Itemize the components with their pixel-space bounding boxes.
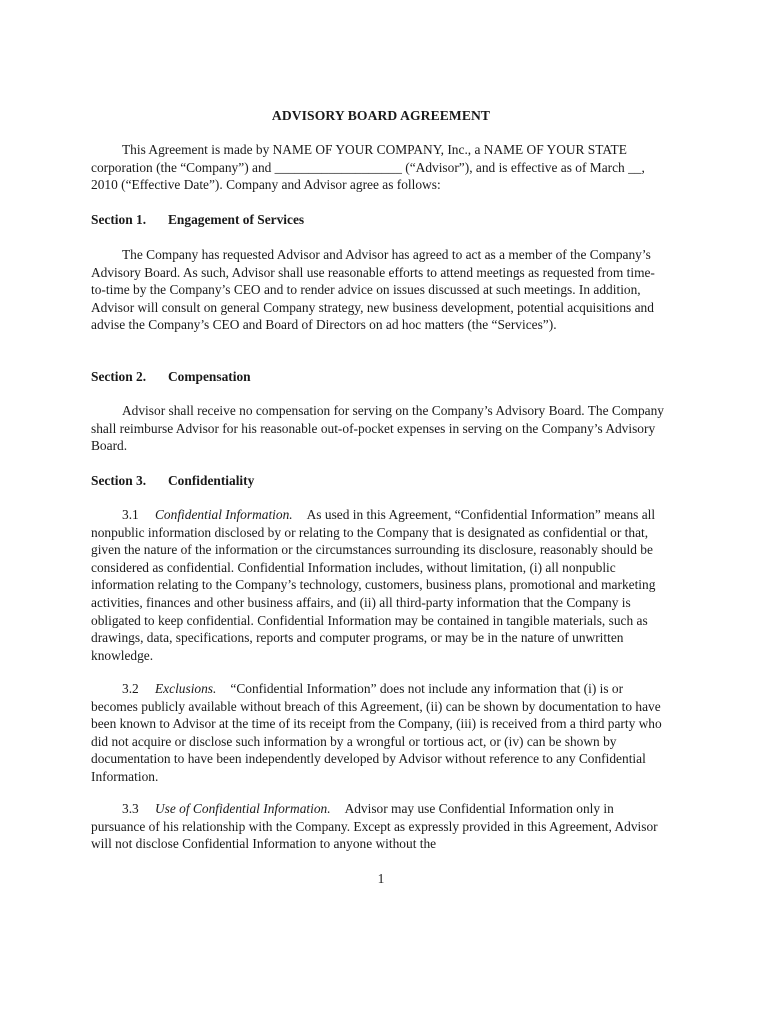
subsection-3-3-title: Use of Confidential Information. [155,801,331,816]
section-2-title: Compensation [168,369,251,384]
subsection-3-2-number: 3.2 [122,681,139,696]
section-3-number: Section 3. [91,473,147,488]
intro-paragraph: This Agreement is made by NAME OF YOUR COMPANY, Inc., a NAME OF YOUR STATE corporation (the “Company”) and ___________________ (“Advisor”), and is effective as of March __, 2010 (“Effective Date”). Company and Advisor agree as follows: [91,142,645,193]
section-1-heading [91,211,304,229]
document-title: ADVISORY BOARD AGREEMENT [271,108,491,123]
section-1-paragraph: The Company has requested Advisor and Advisor has agreed to act as a member of the Company’s Advisory Board. As such, Advisor shall use reasonable efforts to attend meetings as requested from time-to-time by the Company’s CEO and to render advice on issues discussed at such meetings. In addition, Advisor will consult on general Company strategy, new business development, potential acquisitions and advise the Company’s CEO and Board of Directors on ad hoc matters (the “Services”). [91,247,655,333]
page-number: 1 [377,871,385,886]
section-3-title: Confidentiality [168,473,255,488]
subsection-3-2 [91,680,667,786]
section-3-heading [91,472,254,490]
subsection-3-1-text: As used in this Agreement, “Confidential Information” means all nonpublic information disclosed by or relating to the Company that is designated as confidential or that, given the nature of the information or the circumstances surrounding its disclosure, reasonably should be considered as confidential. Confidential Information includes, without limitation, (i) all nonpublic information relating to the Company’s technology, customers, business plans, promotional and marketing activities, finances and other business affairs, and (ii) all third-party information that the Company is obligated to keep confidential. Confidential Information may be contained in tangible materials, such as drawings, data, specifications, reports and computer programs, or may be in the nature of unwritten knowledge. [91,507,656,663]
section-2-paragraph: Advisor shall receive no compensation for serving on the Company’s Advisory Board. The Company shall reimburse Advisor for his reasonable out-of-pocket expenses in serving on the Company’s Advisory Board. [91,403,664,454]
subsection-3-3 [91,800,667,853]
subsection-3-1 [91,506,667,664]
section-1-title: Engagement of Services [168,212,305,227]
subsection-3-2-title: Exclusions. [155,681,217,696]
subsection-3-3-number: 3.3 [122,801,139,816]
section-1-number: Section 1. [91,212,147,227]
section-2-number: Section 2. [91,369,147,384]
subsection-3-1-title: Confidential Information. [155,507,293,522]
section-2-heading [91,368,251,386]
subsection-3-3-text: Advisor may use Confidential Information only in pursuance of his relationship with the Company. Except as expressly provided in this Agreement, Advisor will not disclose Confidential Information to anyone without the [91,801,658,852]
subsection-3-2-text: “Confidential Information” does not include any information that (i) is or becomes publicly available without breach of this Agreement, (ii) can be shown by documentation to have been known to Advisor at the time of its receipt from the Company, (iii) is received from a third party who did not acquire or disclose such information by a wrongful or tortious act, or (iv) can be shown by documentation to have been independently developed by Advisor without reference to any Confidential Information. [91,681,662,784]
subsection-3-1-number: 3.1 [122,507,139,522]
